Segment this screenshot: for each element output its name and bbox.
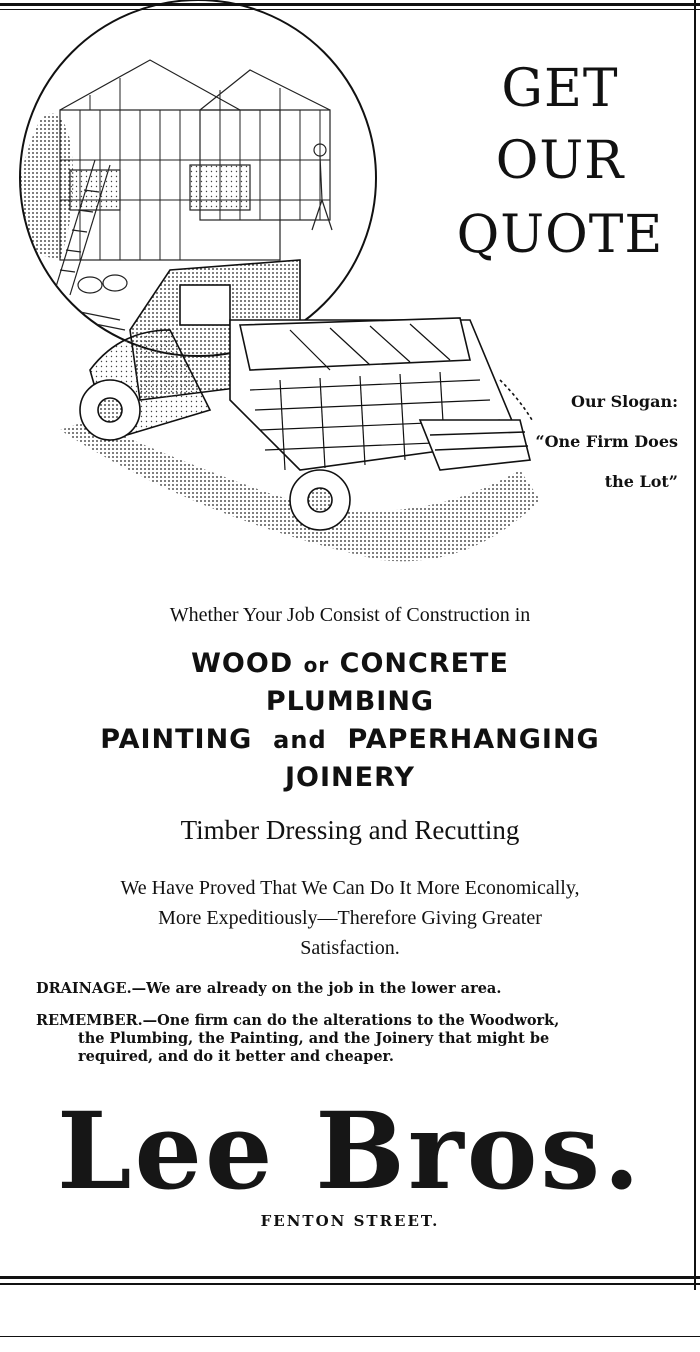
headline-our: OUR (495, 131, 625, 191)
service-concrete: CONCRETE (339, 648, 509, 679)
service-or: or (303, 653, 330, 677)
service-and: and (273, 726, 327, 754)
service-wood: WOOD (191, 648, 294, 679)
services-line-painting (0, 724, 700, 755)
headline-quote: QUOTE (456, 205, 664, 265)
proved-line-2: More Expeditiously—Therefore Giving Greater (158, 907, 542, 929)
service-painting: PAINTING (100, 724, 253, 755)
remember-line-2: the Plumbing, the Painting, and the Joinery that might be (78, 1030, 550, 1047)
slogan-line-1: “One Firm Does (535, 432, 678, 451)
proved-line-3: Satisfaction. (300, 937, 400, 959)
proved-statement (0, 873, 700, 963)
headline-get: GET (501, 59, 619, 119)
bottom-rule (0, 1276, 700, 1279)
proved-line-1: We Have Proved That We Can Do It More Economically, (120, 877, 580, 899)
slogan-line-2: the Lot” (604, 472, 678, 491)
service-paperhanging: PAPERHANGING (347, 724, 600, 755)
slogan-label: Our Slogan: (571, 392, 678, 411)
remember-notice (36, 1012, 666, 1066)
drainage-notice: DRAINAGE.—We are already on the job in the lower area. (36, 980, 502, 997)
remember-line-3: required, and do it better and cheaper. (78, 1048, 394, 1065)
service-plumbing: PLUMBING (265, 686, 435, 717)
brand-name: Lee Bros. (56, 1088, 644, 1213)
intro-text: Whether Your Job Consist of Construction in (169, 604, 531, 626)
street-address: FENTON STREET. (260, 1212, 440, 1230)
bottom-rule-thin (0, 1283, 700, 1285)
timber-dressing-text: Timber Dressing and Recutting (180, 815, 520, 845)
bottom-rule-outer (0, 1336, 700, 1337)
remember-line-1: REMEMBER.—One firm can do the alterations to the Woodwork, (36, 1012, 560, 1029)
service-joinery: JOINERY (285, 762, 415, 793)
services-line-wood-concrete (0, 648, 700, 679)
